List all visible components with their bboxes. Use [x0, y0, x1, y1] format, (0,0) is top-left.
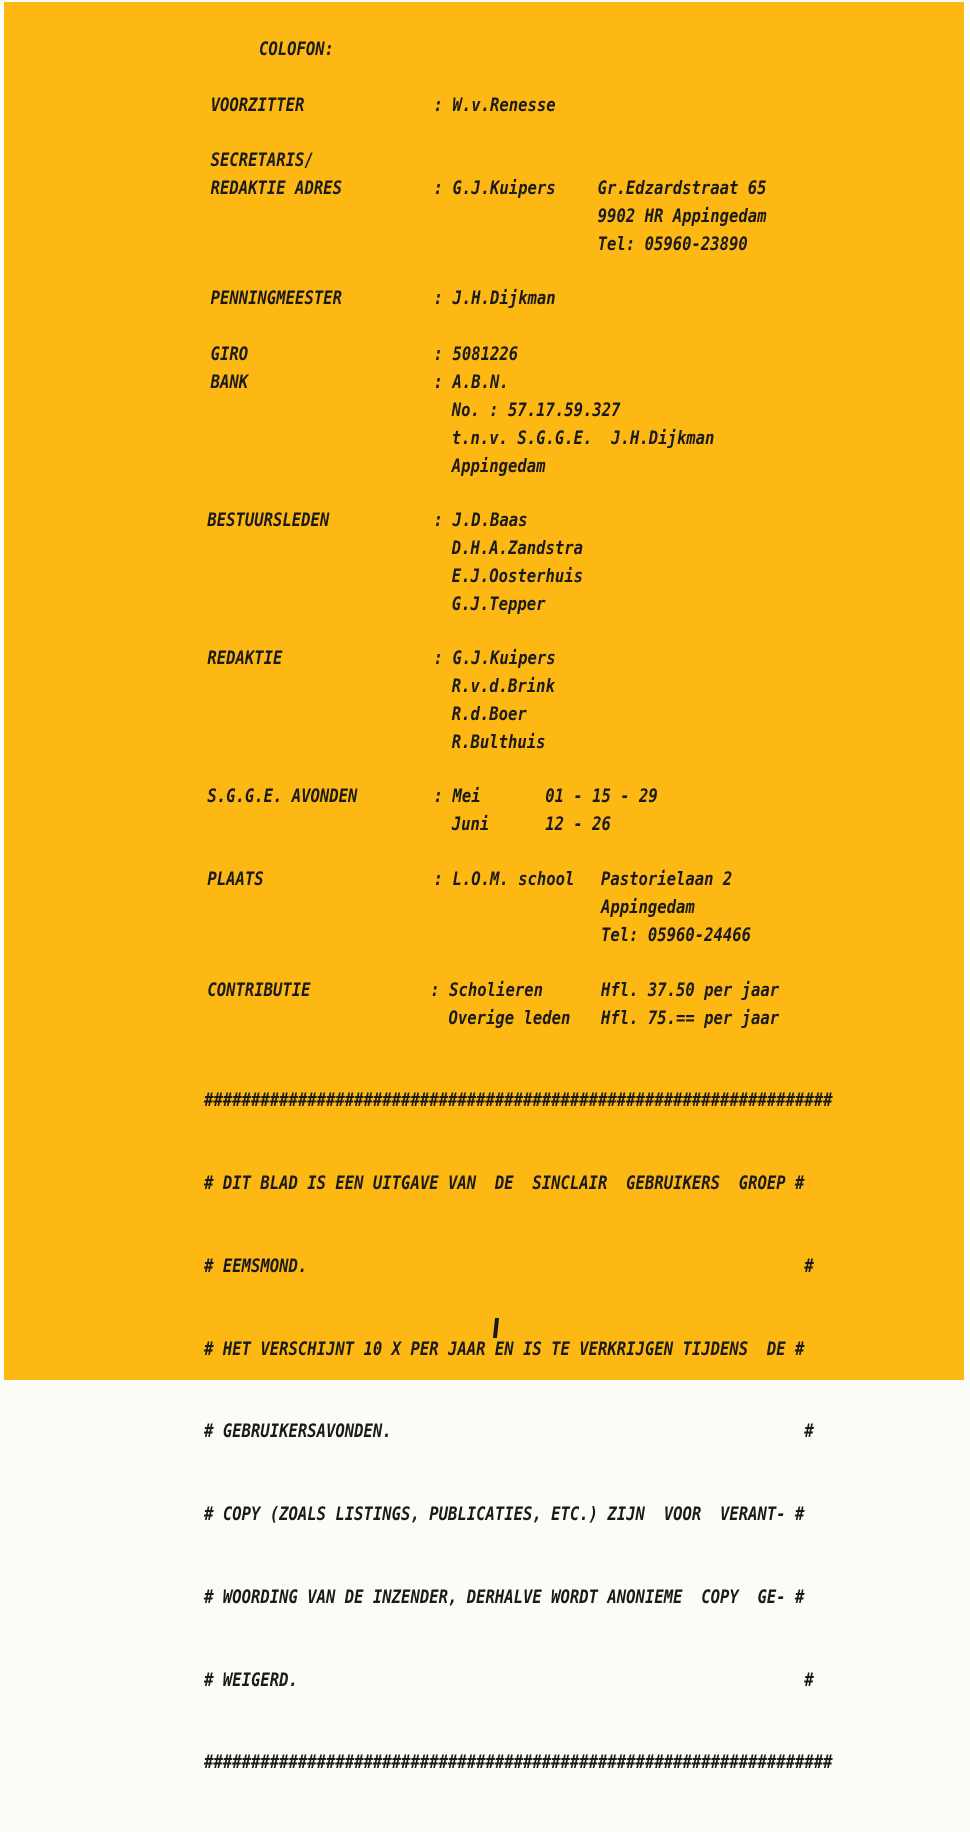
- bestuurslid: : J.D.Baas: [433, 509, 528, 531]
- giro-label: GIRO: [210, 343, 249, 365]
- notice-line: # DIT BLAD IS EEN UITGAVE VAN DE SINCLAIR GEBRUIKERS GROEP #: [204, 1171, 805, 1194]
- redaktielid: R.v.d.Brink: [451, 675, 555, 697]
- redaktie-label: REDAKTIE: [207, 647, 283, 669]
- notice-line: # WOORDING VAN DE INZENDER, DERHALVE WORDT ANONIEME COPY GE- #: [204, 1585, 805, 1608]
- colofon-heading: COLOFON:: [259, 38, 335, 60]
- notice-line: # GEBRUIKERSAVONDEN. #: [204, 1420, 814, 1443]
- avonden-dates: 01 - 15 - 29: [545, 785, 658, 807]
- contributie-amount: Hfl. 37.50 per jaar: [600, 979, 780, 1001]
- bestuurslid: D.H.A.Zandstra: [451, 537, 584, 559]
- giro-value: : 5081226: [433, 343, 519, 365]
- bank-label: BANK: [210, 371, 249, 393]
- notice-box: [204, 1032, 832, 1832]
- colofon-document: [4, 2, 833, 1774]
- penningmeester-label: PENNINGMEESTER: [210, 287, 342, 309]
- secretaris-address-line: Tel: 05960-23890: [597, 233, 748, 255]
- bank-line: No. : 57.17.59.327: [451, 399, 621, 421]
- bestuursleden-label: BESTUURSLEDEN: [207, 509, 330, 531]
- plaats-label: PLAATS: [207, 868, 264, 890]
- contributie-amount: Hfl. 75.== per jaar: [600, 1007, 780, 1029]
- contributie-who: Overige leden: [448, 1007, 571, 1029]
- secretaris-address-line: 9902 HR Appingedam: [597, 205, 767, 227]
- voorzitter-value: : W.v.Renesse: [433, 94, 556, 116]
- bank-line: t.n.v. S.G.G.E. J.H.Dijkman: [451, 427, 715, 449]
- notice-line: # EEMSMOND. #: [204, 1254, 814, 1277]
- notice-line: # COPY (ZOALS LISTINGS, PUBLICATIES, ETC.) ZIJN VOOR VERANT- #: [204, 1503, 805, 1526]
- bank-line: Appingedam: [451, 455, 546, 477]
- secretaris-label: SECRETARIS/: [210, 149, 314, 171]
- bestuurslid: E.J.Oosterhuis: [451, 565, 584, 587]
- contributie-label: CONTRIBUTIE: [207, 979, 311, 1001]
- bestuurslid: G.J.Tepper: [451, 593, 546, 615]
- bank-value: : A.B.N.: [433, 371, 509, 393]
- avonden-month: Juni: [451, 813, 490, 835]
- redaktielid: R.Bulthuis: [451, 731, 546, 753]
- secretaris-value: : G.J.Kuipers: [433, 177, 556, 199]
- plaats-address-line: Tel: 05960-24466: [600, 924, 752, 946]
- penningmeester-value: : J.H.Dijkman: [433, 287, 556, 309]
- plaats-address-line: Pastorielaan 2: [600, 868, 733, 890]
- notice-line: # HET VERSCHIJNT 10 X PER JAAR EN IS TE VERKRIJGEN TIJDENS DE #: [204, 1337, 805, 1360]
- avonden-dates: 12 - 26: [545, 813, 611, 835]
- notice-line: ###################################################################: [204, 1751, 833, 1774]
- voorzitter-label: VOORZITTER: [210, 94, 305, 116]
- contributie-who: : Scholieren: [430, 979, 543, 1001]
- avonden-label: S.G.G.E. AVONDEN: [207, 785, 358, 807]
- avonden-month: : Mei: [433, 785, 481, 807]
- notice-line: # WEIGERD. #: [204, 1668, 814, 1691]
- redaktie-adres-label: REDAKTIE ADRES: [210, 177, 342, 199]
- page-sheet: [4, 2, 964, 1774]
- redaktielid: R.d.Boer: [451, 703, 527, 725]
- secretaris-address-line: Gr.Edzardstraat 65: [597, 177, 767, 199]
- plaats-value: : L.O.M. school: [433, 868, 575, 890]
- redaktielid: : G.J.Kuipers: [433, 647, 556, 669]
- notice-line: ###################################################################: [204, 1089, 833, 1112]
- plaats-address-line: Appingedam: [600, 896, 695, 918]
